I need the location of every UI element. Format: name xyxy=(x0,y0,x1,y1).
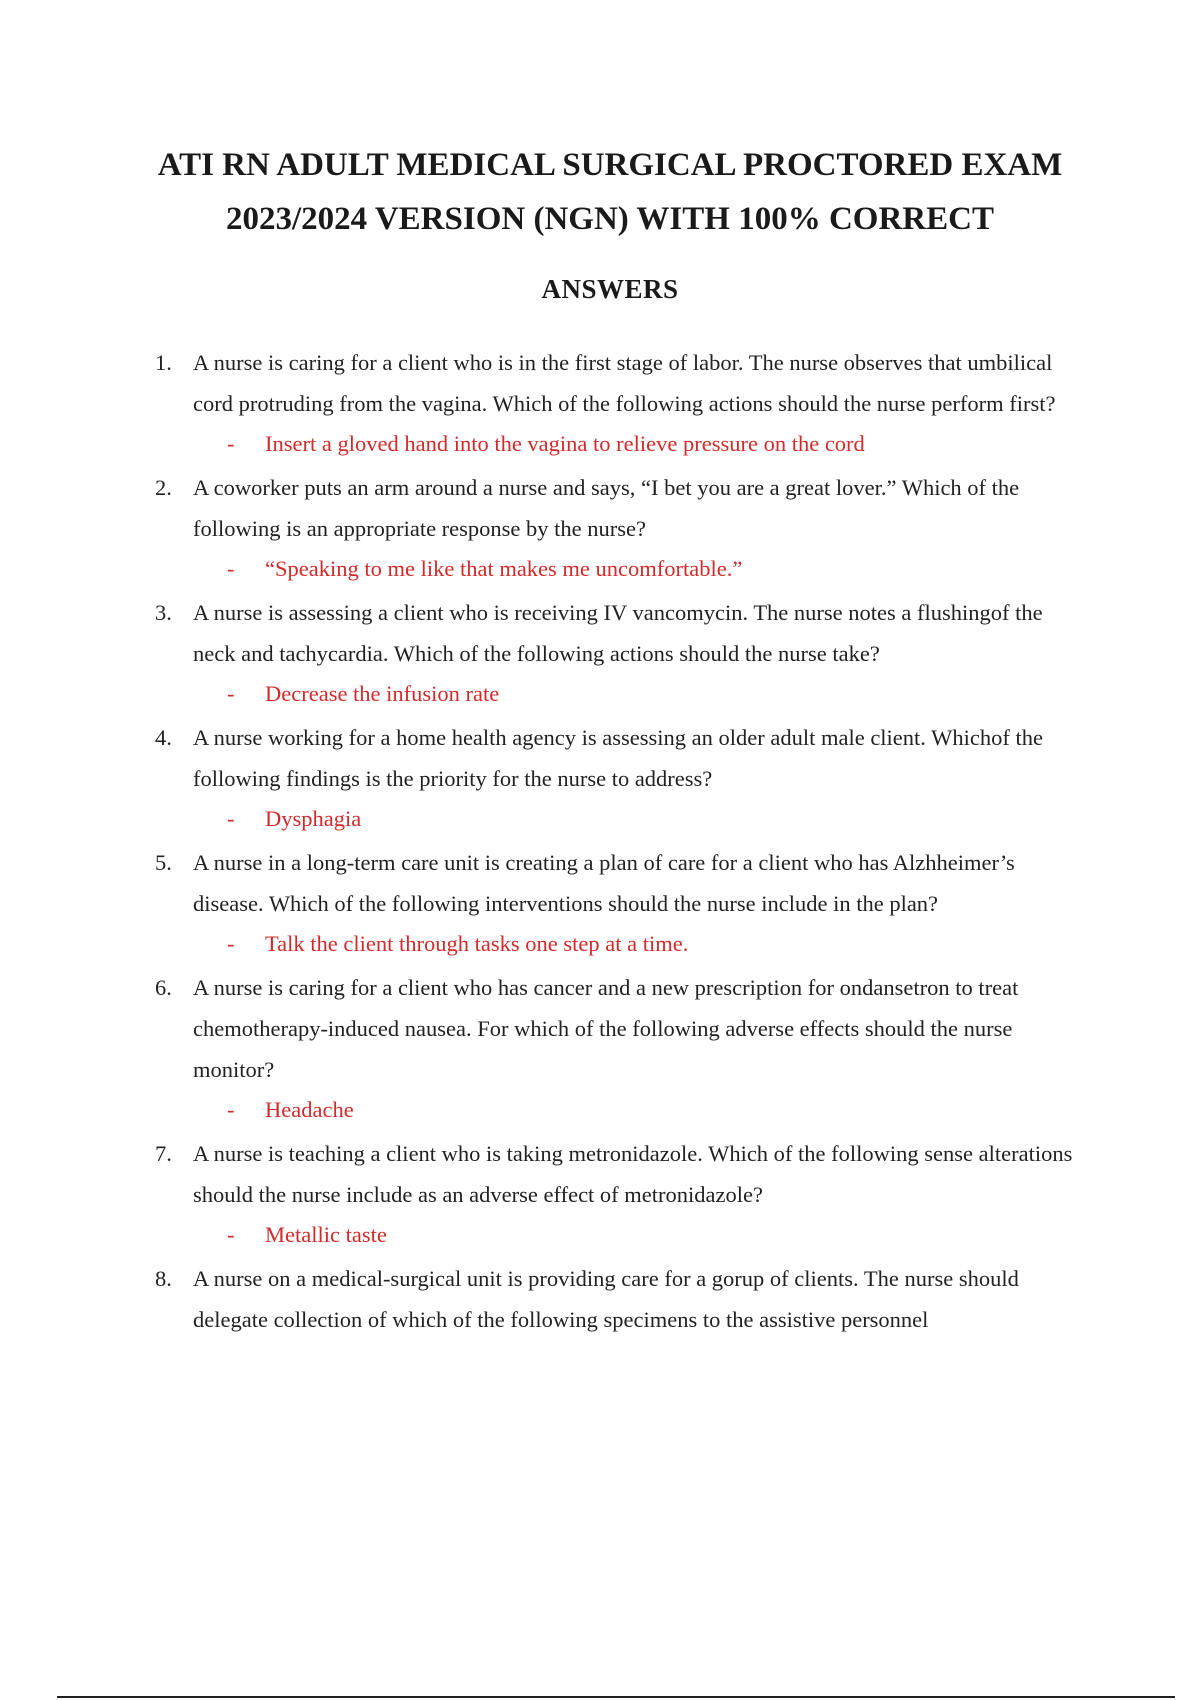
answer-bullet: - xyxy=(227,431,235,456)
question-item xyxy=(155,342,1075,464)
question-text: A coworker puts an arm around a nurse and says, “I bet you are a great lover.” Which of the following is an appropriate response by the nurse? xyxy=(193,475,1020,541)
document-title xyxy=(150,138,1070,246)
answer-bullet: - xyxy=(227,931,235,956)
question-item xyxy=(155,717,1075,839)
question-item xyxy=(155,967,1075,1130)
title-line-1: ATI RN ADULT MEDICAL SURGICAL PROCTORED EXAM xyxy=(157,147,1063,183)
answer-text xyxy=(193,1215,1075,1255)
question-item xyxy=(155,467,1075,589)
title-line-2: 2023/2024 VERSION (NGN) WITH 100% CORRECT xyxy=(226,201,994,237)
answer-value: Decrease the infusion rate xyxy=(265,681,500,706)
question-number: 8. xyxy=(155,1266,172,1291)
question-text: A nurse in a long-term care unit is creating a plan of care for a client who has Alzhheimer’s disease. Which of the following interventions should the nurse include in the plan? xyxy=(193,850,1015,916)
answer-bullet: - xyxy=(227,1097,235,1122)
answer-text xyxy=(193,424,1075,464)
question-item xyxy=(155,592,1075,714)
question-text: A nurse working for a home health agency is assessing an older adult male client. Whichof the following findings is the priority for the nurse to address? xyxy=(193,725,1043,791)
answer-value: Headache xyxy=(265,1097,354,1122)
question-number: 1. xyxy=(155,350,172,375)
question-text: A nurse is teaching a client who is taking metronidazole. Which of the following sense alterations should the nurse include as an adverse effect of metronidazole? xyxy=(193,1141,1073,1207)
question-number: 5. xyxy=(155,850,172,875)
answer-text xyxy=(193,799,1075,839)
answer-text xyxy=(193,674,1075,714)
document-subtitle: ANSWERS xyxy=(541,274,679,304)
question-text: A nurse is caring for a client who is in the first stage of labor. The nurse observes that umbilical cord protruding from the vagina. Which of the following actions should the nurse perform first? xyxy=(193,350,1056,416)
question-number: 7. xyxy=(155,1141,172,1166)
answer-text xyxy=(193,1090,1075,1130)
question-text: A nurse on a medical-surgical unit is providing care for a gorup of clients. The nurse should delegate collection of which of the following specimens to the assistive personnel xyxy=(193,1266,1019,1332)
answer-value: Dysphagia xyxy=(265,806,362,831)
answer-text xyxy=(193,549,1075,589)
answer-bullet: - xyxy=(227,806,235,831)
answer-bullet: - xyxy=(227,681,235,706)
answer-value: Talk the client through tasks one step at a time. xyxy=(265,931,689,956)
question-number: 6. xyxy=(155,975,172,1000)
answer-bullet: - xyxy=(227,556,235,581)
answer-value: Metallic taste xyxy=(265,1222,387,1247)
question-number: 3. xyxy=(155,600,172,625)
answer-text xyxy=(193,924,1075,964)
question-item xyxy=(155,842,1075,964)
question-item xyxy=(155,1258,1075,1340)
question-text: A nurse is caring for a client who has cancer and a new prescription for ondansetron to treat chemotherapy-induced nausea. For which of the following adverse effects should the nurse monitor? xyxy=(193,975,1019,1082)
question-text: A nurse is assessing a client who is receiving IV vancomycin. The nurse notes a flushingof the neck and tachycardia. Which of the following actions should the nurse take? xyxy=(193,600,1043,666)
answer-value: Insert a gloved hand into the vagina to relieve pressure on the cord xyxy=(265,431,865,456)
question-number: 4. xyxy=(155,725,172,750)
question-item xyxy=(155,1133,1075,1255)
question-number: 2. xyxy=(155,475,172,500)
answer-value: “Speaking to me like that makes me uncomfortable.” xyxy=(265,556,743,581)
question-list xyxy=(155,342,1075,1340)
answer-bullet: - xyxy=(227,1222,235,1247)
footer-divider xyxy=(57,1696,1175,1698)
